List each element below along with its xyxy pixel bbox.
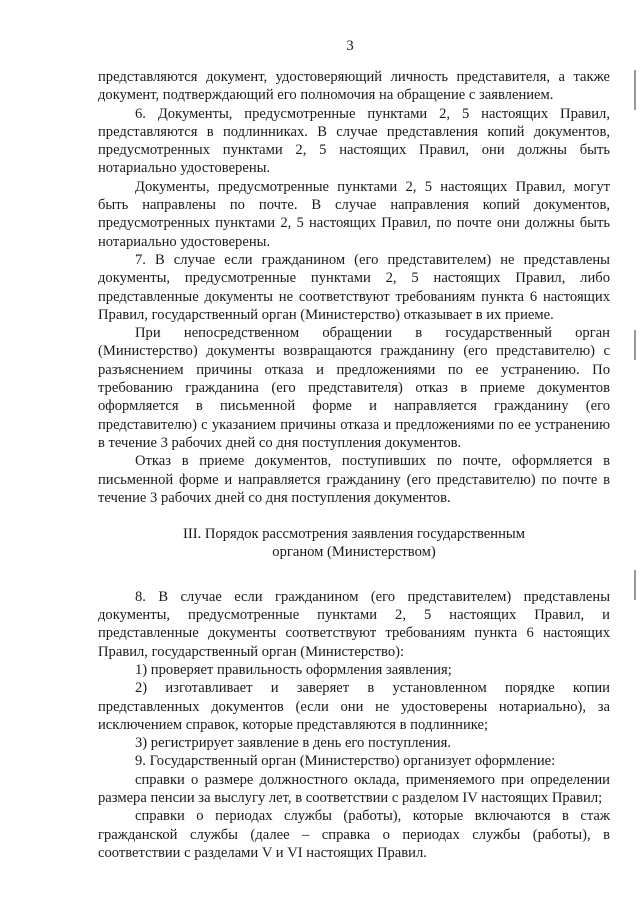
document-body [98,68,610,862]
list-item: 2) изготавливает и заверяет в установленном порядке копии представленных документов (если они не удостоверены нотариально), за исключением справок, которые представляются в подлиннике; [98,680,610,733]
paragraph: При непосредственном обращении в государственный орган (Министерство) документы возвращаются гражданину (его представителю) с разъяснением причины отказа и предложениями по ее устранению. По требованию гражданина (его представителя) отказ в приеме документов оформляется в письменной форме и направляется гражданину (его представителю) с указанием причины отказа и предложениями по ее устранению в течение 3 рабочих дней со дня поступления документов. [98,325,610,451]
paragraph: Отказ в приеме документов, поступивших по почте, оформляется в письменной форме и направляется гражданину (его представителю) по почте в течение 3 рабочих дней со дня поступления документов. [98,453,610,506]
paragraph: 8. В случае если гражданином (его представителем) представлены документы, предусмотренные пунктами 2, 5 настоящих Правил, и представленные документы соответствуют требованиям пункта 6 настоящих Правил, государственный орган (Министерство): [98,588,610,660]
paragraph: справки о размере должностного оклада, применяемого при определении размера пенсии за выслугу лет, в соответствии с разделом IV настоящих Правил; [98,771,610,806]
scan-edge-mark [634,70,636,110]
paragraph: 9. Государственный орган (Министерство) организует оформление: [135,753,556,770]
page-number: 3 [346,38,354,54]
list-item: 3) регистрирует заявление в день его поступления. [135,735,451,752]
section-heading-line: органом (Министерством) [272,544,436,561]
scan-edge-mark [634,330,636,360]
paragraph: представляются документ, удостоверяющий личность представителя, а также документ, подтверждающий его полномочия на обращение с заявлением. [98,69,610,104]
paragraph: 7. В случае если гражданином (его представителем) не представлены документы, предусмотренные пунктами 2, 5 настоящих Правил, либо представленные документы не соответствуют требованиям пункта 6 настоящих Правил, государственный орган (Министерство) отказывает в их приеме. [98,251,610,323]
list-item: 1) проверяет правильность оформления заявления; [135,661,452,678]
scan-edge-mark [634,570,636,600]
paragraph: справки о периодах службы (работы), которые включаются в стаж гражданской службы (далее – справка о периодах службы (работы), в соответствии с разделами V и VI настоящих Правил. [98,808,610,861]
section-heading [98,525,610,562]
paragraph: 6. Документы, предусмотренные пунктами 2, 5 настоящих Правил, представляются в подлинниках. В случае представления копий документов, предусмотренных пунктами 2, 5 настоящих Правил, они должны быть нотариально удостоверены. [98,105,610,177]
paragraph: Документы, предусмотренные пунктами 2, 5 настоящих Правил, могут быть направлены по почте. В случае направления копий документов, предусмотренных пунктами 2, 5 настоящих Правил, по почте они должны быть нотариально удостоверены. [98,178,610,250]
section-heading-line: III. Порядок рассмотрения заявления государственным [183,526,525,543]
